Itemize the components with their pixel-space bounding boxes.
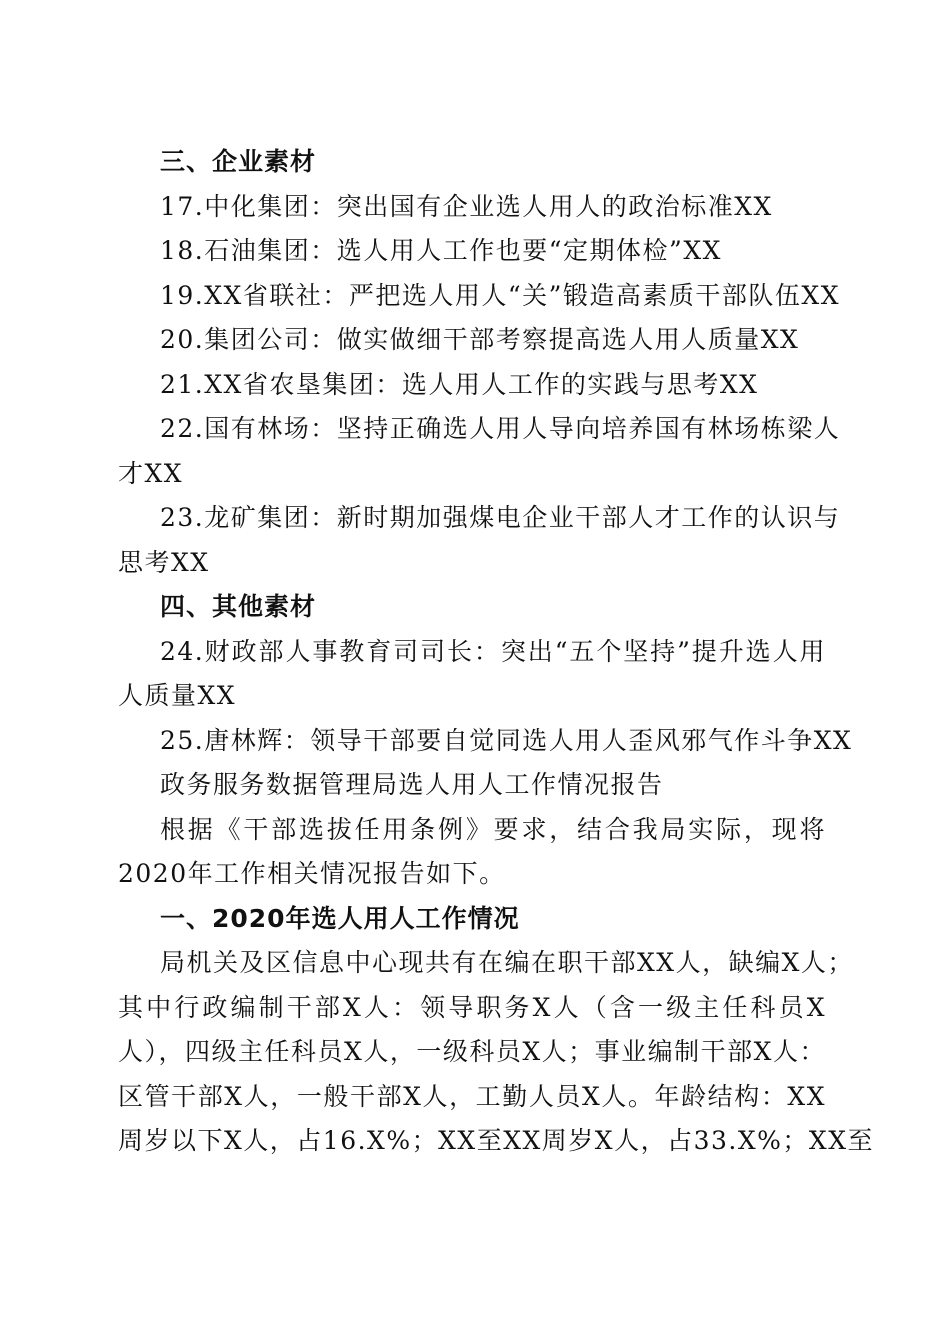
list-item-21: 21.XX省农垦集团：选人用人工作的实践与思考XX xyxy=(160,369,759,399)
list-item-22-line2: 才XX xyxy=(118,458,184,488)
list-item-22-line1: 22.国有林场：坚持正确选人用人导向培养国有林场栋梁人 xyxy=(160,414,841,443)
intro-paragraph-line2: 2020年工作相关情况报告如下。 xyxy=(118,859,506,888)
document-page xyxy=(118,140,875,1164)
list-item-20: 20.集团公司：做实做细干部考察提高选人用人质量XX xyxy=(160,325,800,354)
list-item-19: 19.XX省联社：严把选人用人“关”锻造高素质干部队伍XX xyxy=(160,280,841,310)
list-item-23-line1: 23.龙矿集团：新时期加强煤电企业干部人才工作的认识与 xyxy=(160,503,841,532)
list-item-24-line2: 人质量XX xyxy=(118,681,237,710)
list-item-17: 17.中化集团：突出国有企业选人用人的政治标准XX xyxy=(160,191,773,221)
body-paragraph-line5: 周岁以下X人，占16.X%；XX至XX周岁X人，占33.X%；XX至 xyxy=(118,1126,875,1155)
report-title: 政务服务数据管理局选人用人工作情况报告 xyxy=(160,770,664,799)
intro-paragraph-line1: 根据《干部选拔任用条例》要求，结合我局实际，现将 xyxy=(160,814,826,844)
section-heading-other: 四、其他素材 xyxy=(160,592,317,621)
list-item-18: 18.石油集团：选人用人工作也要“定期体检”XX xyxy=(160,236,722,265)
body-paragraph-line4: 区管干部X人，一般干部X人，工勤人员X人。年龄结构：XX xyxy=(118,1081,826,1111)
body-paragraph-line3: 人），四级主任科员X人，一级科员X人；事业编制干部X人： xyxy=(118,1037,826,1066)
list-item-24-line1: 24.财政部人事教育司司长：突出“五个坚持”提升选人用 xyxy=(160,636,826,666)
body-paragraph-line2: 其中行政编制干部X人：领导职务X人（含一级主任科员X xyxy=(118,992,826,1022)
body-paragraph-line1: 局机关及区信息中心现共有在编在职干部XX人，缺编X人； xyxy=(160,948,854,977)
section-heading-2020-work: 一、2020年选人用人工作情况 xyxy=(160,903,520,933)
section-heading-enterprise: 三、企业素材 xyxy=(160,147,317,176)
list-item-23-line2: 思考XX xyxy=(118,547,210,577)
list-item-25: 25.唐林辉：领导干部要自觉同选人用人歪风邪气作斗争XX xyxy=(160,725,853,755)
